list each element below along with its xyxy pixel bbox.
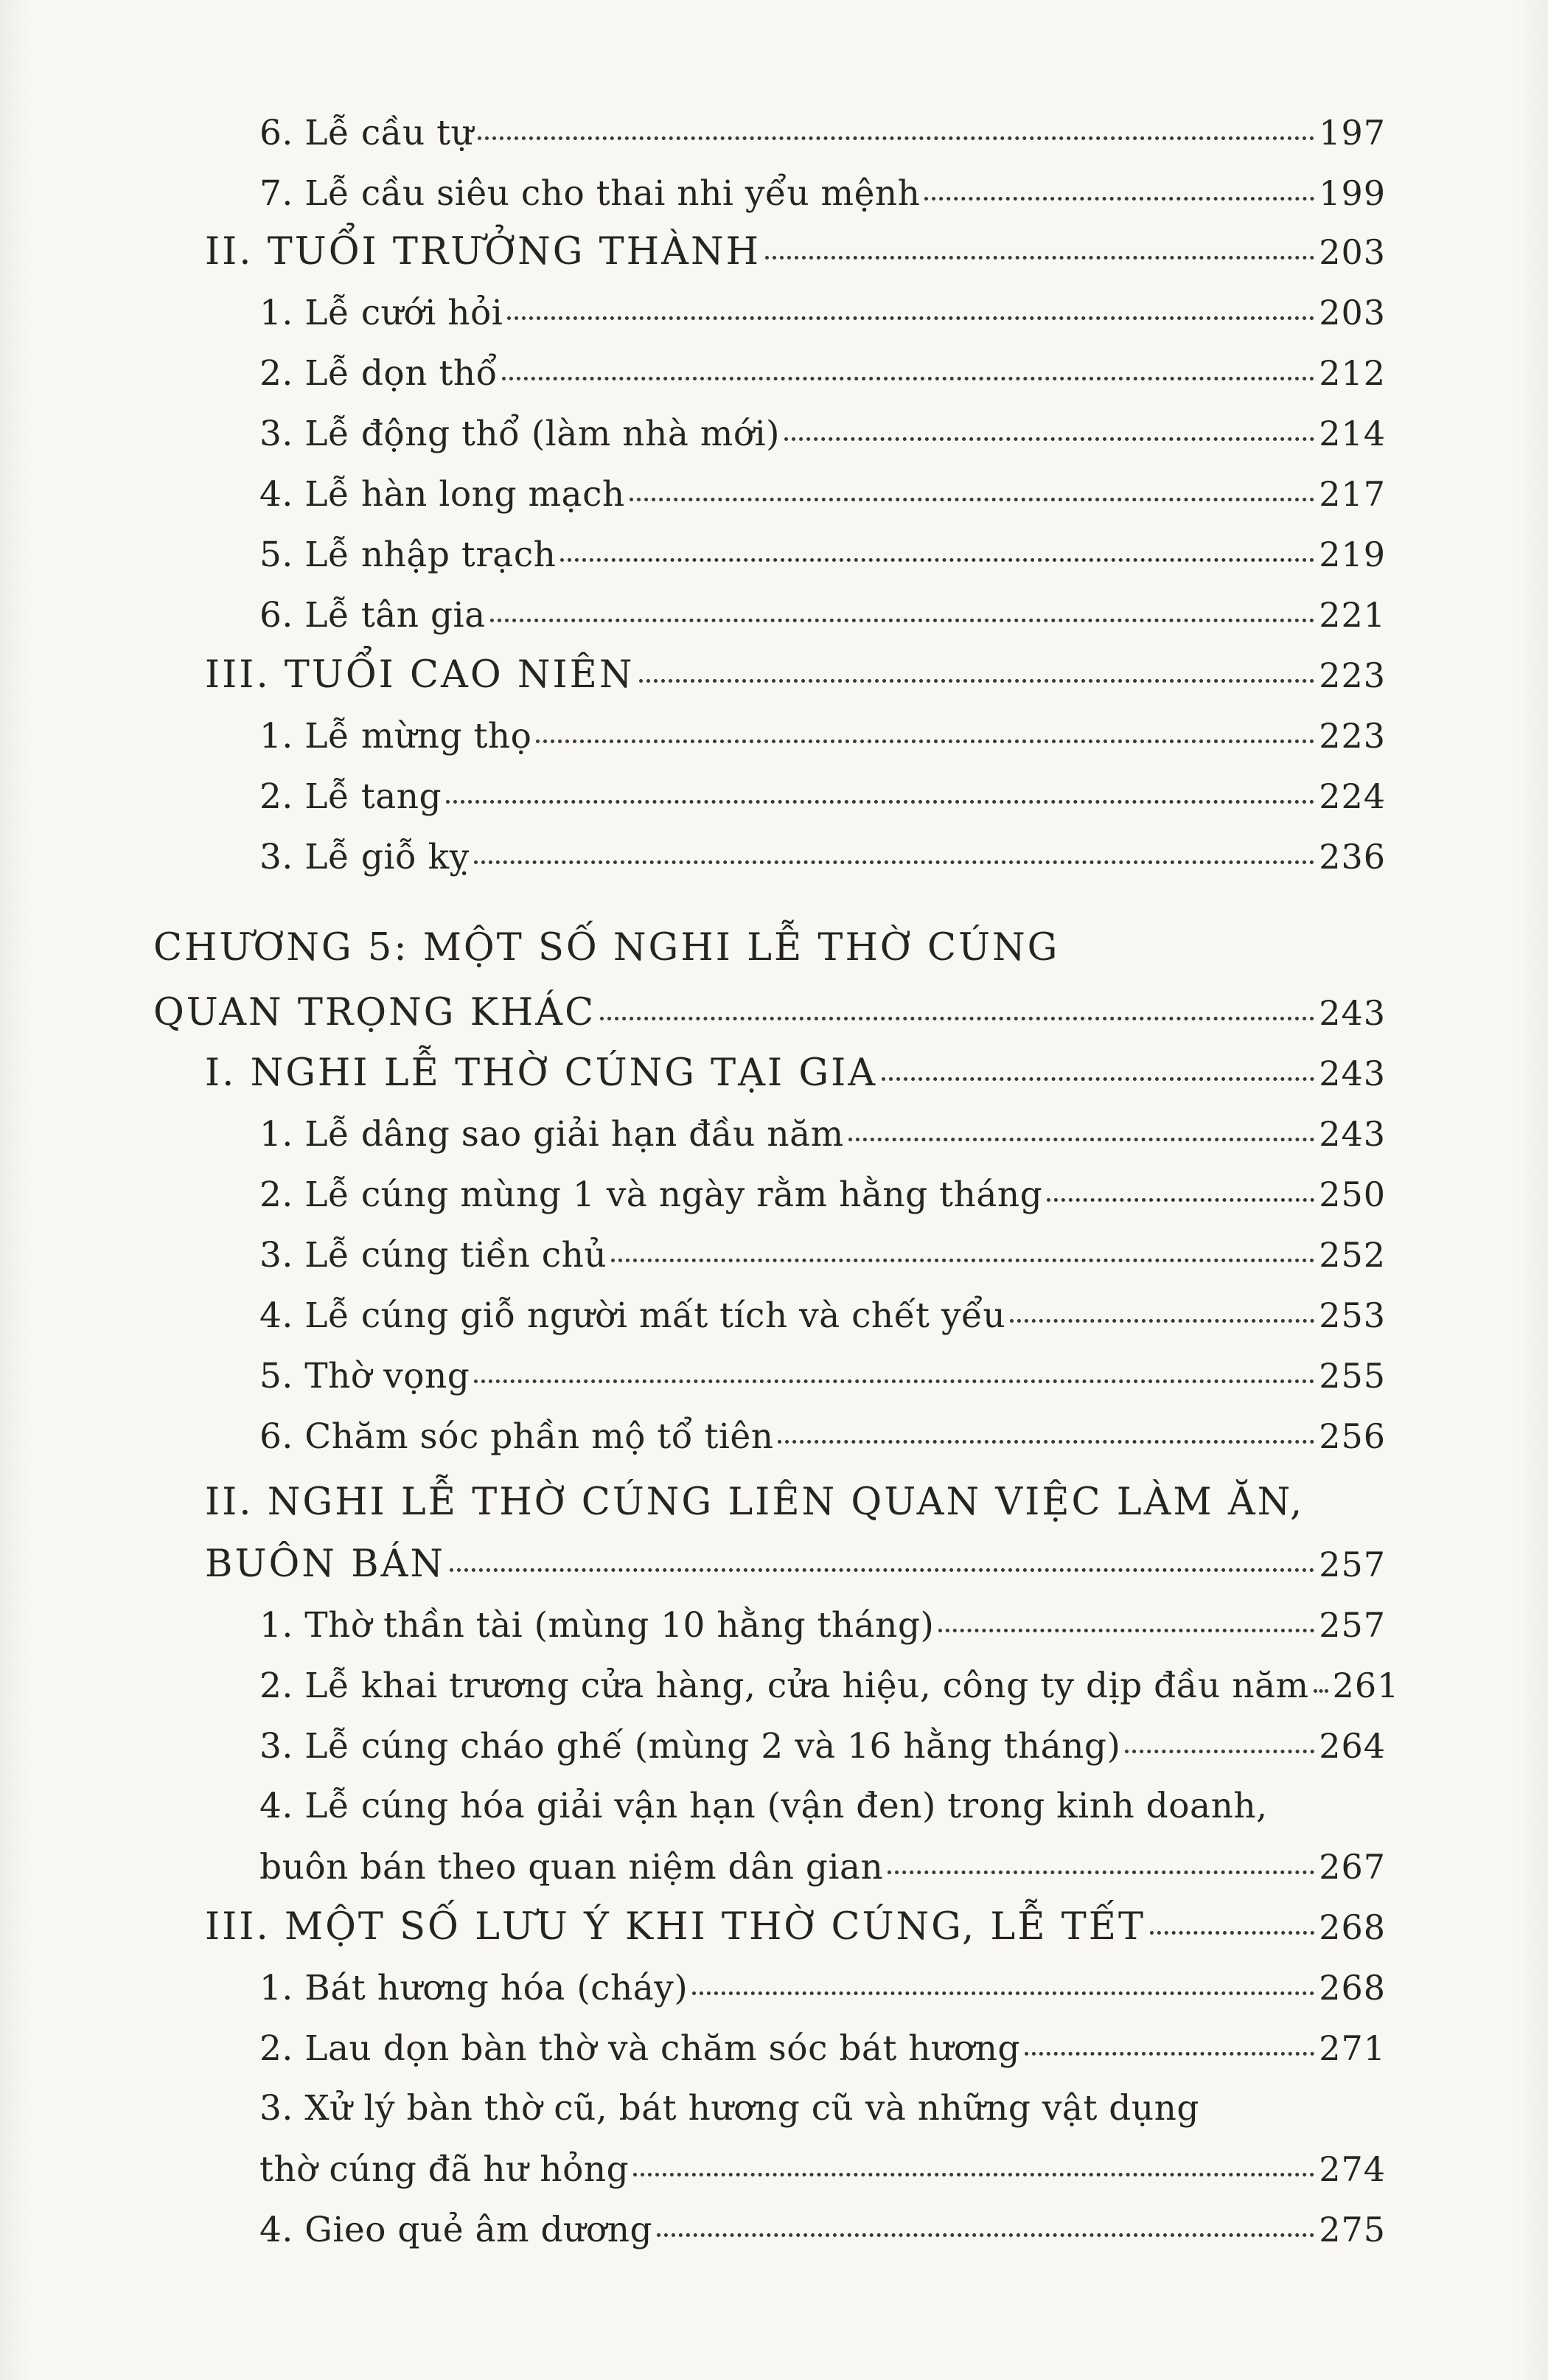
toc-entry-title: 1. Bát hương hóa (cháy) <box>259 1968 688 2008</box>
leader-dots <box>1314 1689 1328 1693</box>
toc-entry-title: 4. Lễ hàn long mạch <box>259 474 625 515</box>
toc-section <box>205 646 1386 705</box>
toc-entry-title: 4. Gieo quẻ âm dương <box>259 2210 653 2250</box>
leader-dots <box>474 860 1314 864</box>
leader-dots <box>882 1077 1314 1081</box>
toc-section-title: II. TUỔI TRƯỞNG THÀNH <box>205 230 761 274</box>
toc-entry-title: 4. Lễ cúng hóa giải vận hạn (vận đen) trong kinh doanh, <box>259 1786 1268 1826</box>
toc-section <box>205 1044 1386 1103</box>
toc-section-title: BUÔN BÁN <box>205 1542 446 1586</box>
toc-entry-page: 267 <box>1319 1847 1386 1887</box>
toc-entry <box>259 1286 1386 1345</box>
toc-entry-page: 268 <box>1319 1907 1386 1947</box>
toc-section-title: III. MỘT SỐ LƯU Ý KHI THỜ CÚNG, LỄ TẾT <box>205 1905 1146 1949</box>
toc-entry-title: 3. Lễ giỗ kỵ <box>259 837 470 877</box>
toc-entry <box>259 1958 1386 2017</box>
toc-entry <box>259 164 1386 223</box>
toc-entry-title: 2. Lễ cúng mùng 1 và ngày rằm hằng tháng <box>259 1175 1043 1215</box>
toc-entry <box>259 1104 1386 1163</box>
toc-entry-title: 2. Lễ tang <box>259 776 442 817</box>
toc-entry-title: 6. Lễ tân gia <box>259 595 486 636</box>
toc-entry-page: 236 <box>1319 837 1386 877</box>
leader-dots <box>490 619 1315 622</box>
leader-dots <box>502 377 1314 380</box>
leader-dots <box>1125 1750 1314 1753</box>
toc-entry <box>259 344 1386 403</box>
toc-entry-title: 1. Lễ mừng thọ <box>259 716 532 756</box>
toc-entry-page: 203 <box>1319 293 1386 333</box>
toc-entry <box>259 767 1386 826</box>
leader-dots <box>450 1568 1314 1572</box>
toc-entry <box>259 827 1386 886</box>
leader-dots <box>600 1017 1314 1020</box>
leader-dots <box>507 316 1314 320</box>
toc-entry <box>259 464 1386 523</box>
toc-entry <box>259 1596 1386 1654</box>
toc-entry-page: 197 <box>1319 113 1386 153</box>
leader-dots <box>611 1259 1314 1262</box>
toc-chapter-title: QUAN TRỌNG KHÁC <box>153 991 596 1034</box>
leader-dots <box>536 740 1314 743</box>
toc-entry-page: 274 <box>1319 2149 1386 2189</box>
toc-entry-title: 5. Lễ nhập trạch <box>259 535 557 575</box>
toc-entry <box>259 1656 1400 1715</box>
toc-section-title: II. NGHI LỄ THỜ CÚNG LIÊN QUAN VIỆC LÀM ĂN, <box>205 1480 1305 1524</box>
toc-entry-page: 212 <box>1319 353 1386 393</box>
leader-dots <box>1047 1198 1314 1202</box>
toc-entry-title: 3. Xử lý bàn thờ cũ, bát hương cũ và những vật dụng <box>259 2088 1199 2129</box>
toc-section <box>205 1535 1386 1594</box>
toc-entry <box>259 525 1386 584</box>
toc-entry-title: 7. Lễ cầu siêu cho thai nhi yểu mệnh <box>259 173 921 214</box>
toc-entry <box>259 2200 1386 2259</box>
toc-entry <box>259 1407 1386 1466</box>
toc-entry-page: 257 <box>1319 1545 1386 1584</box>
toc-entry <box>259 1716 1386 1775</box>
toc-entry-title: 2. Lau dọn bàn thờ và chăm sóc bát hương <box>259 2028 1020 2069</box>
toc-entry-page: 253 <box>1319 1295 1386 1335</box>
toc-entry-page: 243 <box>1319 1054 1386 1093</box>
leader-dots <box>657 2233 1314 2237</box>
leader-dots <box>1010 1319 1314 1323</box>
toc-entry-page: 268 <box>1319 1968 1386 2008</box>
toc-entry-title: 3. Lễ cúng cháo ghế (mùng 2 và 16 hằng tháng) <box>259 1726 1121 1767</box>
toc-entry-page: 264 <box>1319 1726 1386 1766</box>
toc-entry-page: 224 <box>1319 776 1386 816</box>
toc-entry-title: 2. Lễ khai trương cửa hàng, cửa hiệu, công ty dịp đầu năm <box>259 1666 1309 1706</box>
leader-dots <box>560 558 1314 562</box>
toc-entry <box>259 103 1386 162</box>
toc-entry-title: thờ cúng đã hư hỏng <box>259 2149 630 2190</box>
toc-entry-page: 256 <box>1319 1416 1386 1456</box>
leader-dots <box>633 2173 1314 2177</box>
toc-entry <box>259 585 1386 644</box>
leader-dots <box>888 1871 1314 1874</box>
toc-entry-title: 5. Thờ vọng <box>259 1356 470 1396</box>
toc-entry <box>259 1837 1386 1896</box>
toc-entry-page: 223 <box>1319 716 1386 756</box>
leader-dots <box>1025 2052 1314 2056</box>
toc-chapter <box>153 984 1386 1043</box>
leader-dots <box>474 1379 1314 1383</box>
toc-entry-page: 214 <box>1319 414 1386 453</box>
toc-chapter-title: CHƯƠNG 5: MỘT SỐ NGHI LỄ THỜ CÚNG <box>153 926 1060 970</box>
toc-entry-page: 243 <box>1319 993 1386 1033</box>
leader-dots <box>630 498 1315 501</box>
toc-chapter <box>153 919 1386 978</box>
toc-entry-title: 3. Lễ cúng tiền chủ <box>259 1235 607 1276</box>
toc-entry-page: 257 <box>1319 1605 1386 1645</box>
toc-entry-title: 1. Lễ dâng sao giải hạn đầu năm <box>259 1114 844 1155</box>
toc-entry <box>259 2079 1386 2138</box>
toc-entry <box>259 1225 1386 1284</box>
toc-section <box>205 1473 1386 1532</box>
leader-dots <box>478 136 1314 140</box>
toc-entry-title: 1. Thờ thần tài (mùng 10 hằng tháng) <box>259 1605 935 1646</box>
toc-entry-page: 223 <box>1319 655 1386 695</box>
toc-entry-page: 271 <box>1319 2028 1386 2068</box>
leader-dots <box>924 197 1314 201</box>
toc-entry-page: 275 <box>1319 2210 1386 2249</box>
leader-dots <box>692 1991 1314 1995</box>
toc-entry <box>259 2019 1386 2078</box>
leader-dots <box>848 1138 1314 1141</box>
toc-entry-page: 252 <box>1319 1235 1386 1275</box>
leader-dots <box>446 800 1314 804</box>
leader-dots <box>765 256 1314 260</box>
toc-entry <box>259 1346 1386 1405</box>
toc-entry-title: 6. Lễ cầu tự <box>259 113 474 153</box>
toc-entry-page: 199 <box>1319 173 1386 213</box>
toc-section-title: I. NGHI LỄ THỜ CÚNG TẠI GIA <box>205 1051 878 1095</box>
leader-dots <box>938 1629 1314 1632</box>
toc-entry-title: 2. Lễ dọn thổ <box>259 353 498 394</box>
toc-section <box>205 223 1386 282</box>
toc-entry <box>259 2140 1386 2199</box>
toc-section <box>205 1898 1386 1957</box>
toc-entry-page: 261 <box>1332 1666 1400 1705</box>
toc-entry <box>259 1777 1386 1836</box>
toc-entry <box>259 283 1386 342</box>
toc-entry <box>259 706 1386 765</box>
toc-entry <box>259 1165 1386 1224</box>
toc-entry-page: 217 <box>1319 474 1386 514</box>
leader-dots <box>784 437 1314 441</box>
leader-dots <box>1150 1931 1314 1935</box>
toc-entry-page: 250 <box>1319 1175 1386 1214</box>
toc-entry-page: 203 <box>1319 232 1386 272</box>
toc-entry-page: 243 <box>1319 1114 1386 1154</box>
toc-section-title: III. TUỔI CAO NIÊN <box>205 653 635 697</box>
toc-entry-title: 4. Lễ cúng giỗ người mất tích và chết yểu <box>259 1295 1006 1336</box>
toc-entry-title: 1. Lễ cưới hỏi <box>259 293 503 333</box>
toc-entry-page: 255 <box>1319 1356 1386 1396</box>
toc-entry-title: buôn bán theo quan niệm dân gian <box>259 1847 884 1887</box>
toc-entry-page: 221 <box>1319 595 1386 635</box>
toc-entry-title: 6. Chăm sóc phần mộ tổ tiên <box>259 1416 774 1457</box>
toc-entry-title: 3. Lễ động thổ (làm nhà mới) <box>259 414 781 454</box>
leader-dots <box>778 1440 1314 1444</box>
toc-entry-page: 219 <box>1319 535 1386 574</box>
leader-dots <box>639 679 1315 683</box>
toc-entry <box>259 404 1386 463</box>
